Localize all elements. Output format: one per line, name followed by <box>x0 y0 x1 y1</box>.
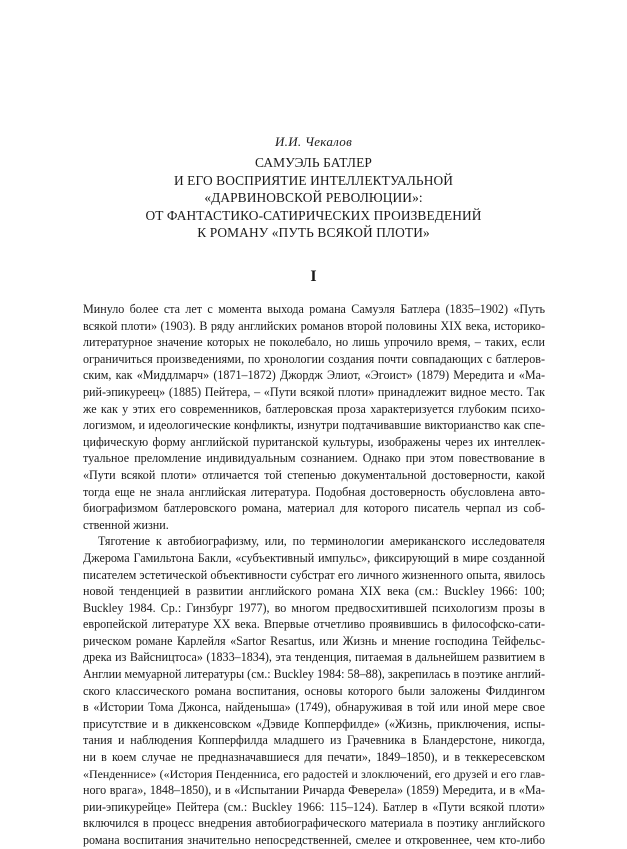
text-line: присутствие и в диккенсовском «Дэвиде Копперфилде» («Жизнь, приключения, испы- <box>83 716 545 731</box>
text-line: ственной жизни. <box>83 517 169 532</box>
text-line: дрека из Вайсництоса» (1833–1834), эта тенденция, питаемая в дальнейшем развитием в <box>83 650 545 665</box>
author-name: И.И. Чекалов <box>274 134 353 149</box>
text-line: включился в процесс внедрения автобиографического материала в поэтику английского <box>83 816 545 831</box>
text-line: рическом романе Карлейля «Sartor Resartus, или Жизнь и мнение господина Тейфельс- <box>83 633 545 648</box>
text-line: Минуло более ста лет с момента выхода романа Самуэля Батлера (1835–1902) «Путь <box>83 302 545 316</box>
text-line: же как у этих его современников, батлеровская проза характеризуется глубоким психо- <box>83 401 545 416</box>
text-line: Тяготение к автобиографизму, или, по терминологии американского исследователя <box>98 534 545 549</box>
title-line: САМУЭЛЬ БАТЛЕР <box>255 155 372 170</box>
text-line: ским, как «Миддлмарч» (1871–1872) Джордж Элиот, «Эгоист» (1879) Мередита и «Ма- <box>83 368 545 383</box>
text-line: в «Истории Тома Джонса, найденыша» (1749), обнаруживая в той или иной мере свое <box>83 700 545 715</box>
text-line: биографизмом батлеровского романа, материал для которого писатель черпал из соб- <box>83 501 545 516</box>
text-line: ного врага», 1848–1850), и в «Испытании Ричарда Феверела» (1859) Мередита, и в «Ма- <box>83 783 545 798</box>
text-line: логизмом, и идеологические конфликты, изнутри подтачивавшие викторианство как спе- <box>83 418 545 433</box>
section-number: I <box>310 268 317 285</box>
text-line: писателем эстетической объективности субстрат его личного жизненного опыта, явилось <box>83 567 545 582</box>
text-line: литературное значение которых не поколебало, но лишь упрочило время, – таких, если <box>83 335 545 350</box>
text-line: тогда еще не знала английская литература. Подобная достоверность обусловлена авто- <box>83 484 545 499</box>
title-line: ОТ ФАНТАСТИКО-САТИРИЧЕСКИХ ПРОИЗВЕДЕНИЙ <box>145 207 482 223</box>
text-line: Англии мемуарной литературы (см.: Buckley 1984: 58–88), закрепилась в поэтике англий- <box>83 667 546 682</box>
text-line: романа воспитания значительно непосредственней, смелее и откровеннее, чем кто-либо <box>83 833 545 847</box>
body-text <box>83 301 545 849</box>
text-line: Джерома Гамильтона Бакли, «субъективный импульс», фиксирующий в мире созданной <box>83 550 545 565</box>
text-line: туальное преломление индивидуальным сознанием. Однако при этом повествование в <box>83 451 545 466</box>
article-title <box>100 154 527 242</box>
text-line: Buckley 1984. Ср.: Гинзбург 1977), во многом предвосхитившей психологизм прозы в <box>83 600 545 615</box>
title-line: И ЕГО ВОСПРИЯТИЕ ИНТЕЛЛЕКТУАЛЬНОЙ <box>173 172 454 188</box>
text-line: «Пенденнисе» («История Пенденниса, его радостей и злоключений, его друзей и его глав- <box>83 766 545 781</box>
paragraph-1 <box>83 301 545 533</box>
text-line: рий-эпикуреец» (1885) Пейтера, – «Пути всякой плоти» принадлежит видное место. Так <box>83 384 545 399</box>
text-line: «Пути всякой плоти» отличается той степенью документальной достоверности, какой <box>83 467 545 482</box>
text-line: ского классического романа воспитания, основы которого были заложены Филдингом <box>83 683 545 698</box>
text-line: всякой плоти» (1903). В ряду английских романов второй половины XIX века, историко- <box>83 318 545 333</box>
title-line: «ДАРВИНОВСКОЙ РЕВОЛЮЦИИ»: <box>204 190 423 205</box>
text-line: новой тенденцией в развитии английского романа XIX века (см.: Buckley 1966: 100; <box>83 584 545 599</box>
text-line: ни в коем случае не предназначавшиеся для печати», 1849–1850), и в теккересевском <box>83 750 545 765</box>
text-line: европейской литературе XX века. Впервые отчетливо проявившись в философско-сати- <box>83 617 545 632</box>
text-line: ограничиться произведениями, по хронологии создания почти совпадающих с батлеров- <box>83 351 545 366</box>
text-line: тания и наблюдения Копперфилда младшего из Грачевника в Бландерстоне, никогда, <box>83 733 545 748</box>
text-line: цифическую форму английской пуританской культуры, изображены через их интеллек- <box>83 434 545 449</box>
title-line: К РОМАНУ «ПУТЬ ВСЯКОЙ ПЛОТИ» <box>197 225 430 240</box>
text-line: рии-эпикурейце» Пейтера (см.: Buckley 1966: 115–124). Батлер в «Пути всякой плоти» <box>83 799 545 814</box>
paragraph-2 <box>83 533 545 848</box>
